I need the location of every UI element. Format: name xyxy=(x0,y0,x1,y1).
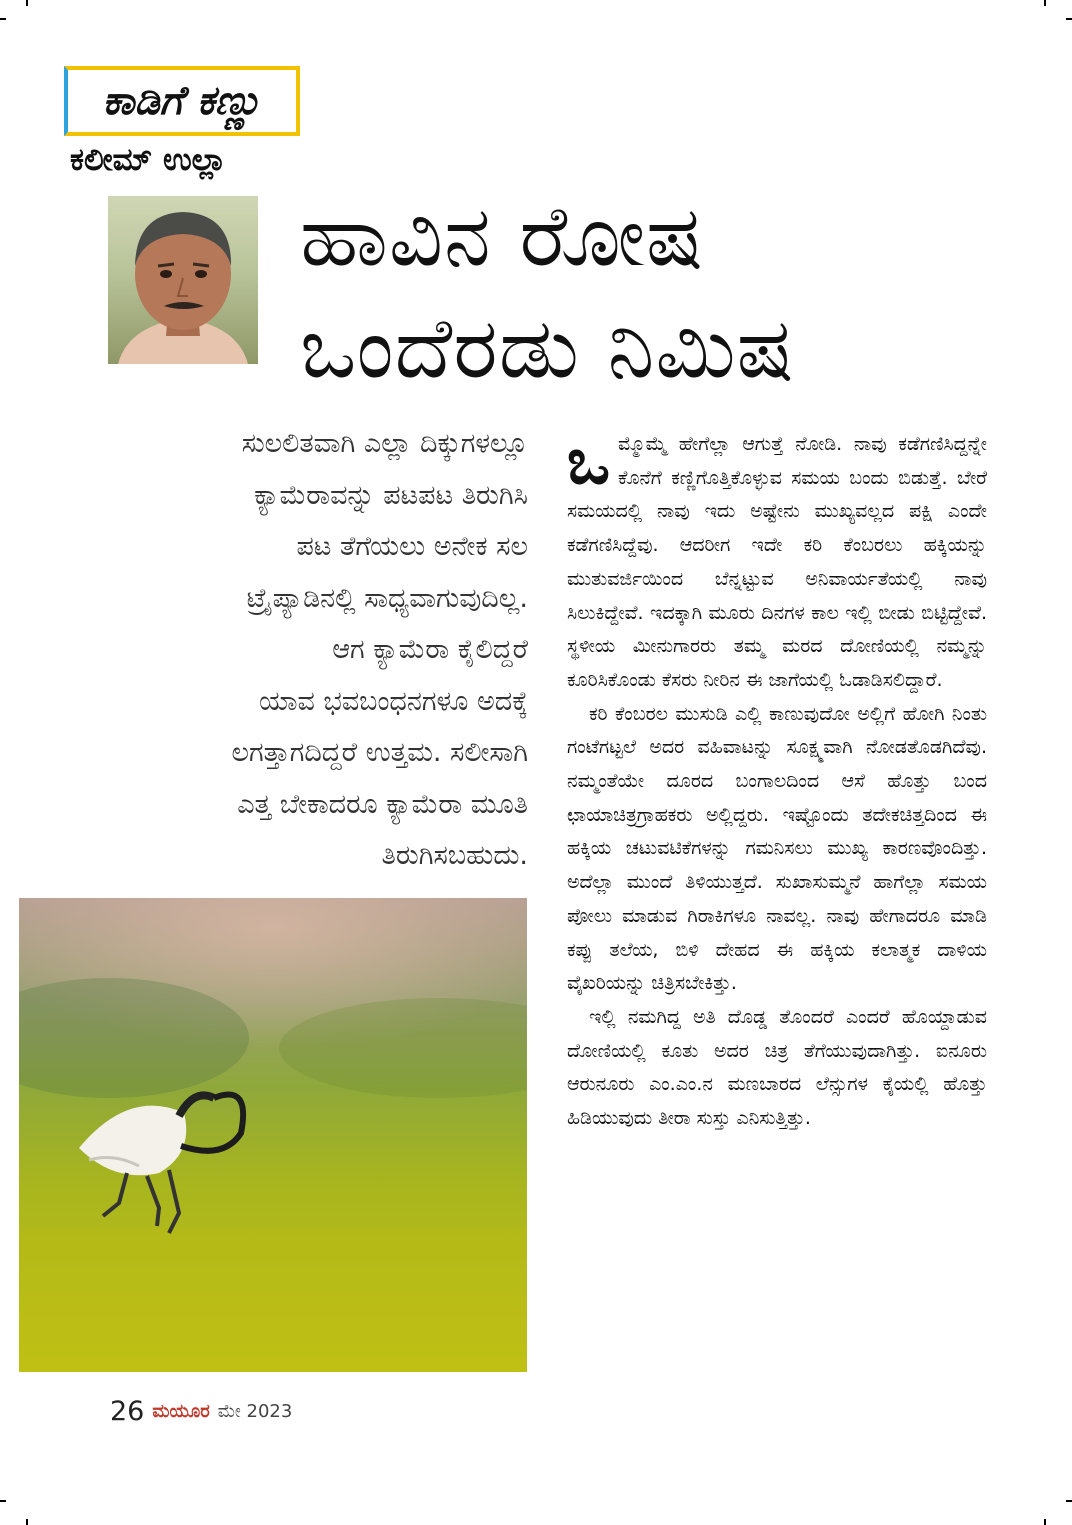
ibis-photo-illustration xyxy=(19,898,527,1372)
crop-mark xyxy=(1066,1500,1072,1502)
crop-mark xyxy=(26,1519,28,1525)
pull-quote-line: ಕ್ಯಾಮೆರಾವನ್ನು ಪಟಪಟ ತಿರುಗಿಸಿ xyxy=(254,479,528,511)
issue-date: ಮೇ 2023 xyxy=(217,1400,293,1422)
article-body xyxy=(567,425,987,1136)
headline xyxy=(300,180,1010,404)
page-number: 26 xyxy=(110,1395,145,1427)
crop-mark xyxy=(0,1500,6,1502)
column-title: ಕಾಡಿಗೆ ಕಣ್ಣು xyxy=(64,66,300,136)
page-footer xyxy=(110,1393,410,1429)
pull-quote-line: ತಿರುಗಿಸಬಹುದು. xyxy=(381,840,528,871)
magazine-logo: ಮಯೂರ xyxy=(152,1400,210,1422)
pull-quote-line: ಸುಲಲಿತವಾಗಿ ಎಲ್ಲಾ ದಿಕ್ಕುಗಳಲ್ಲೂ xyxy=(241,428,528,459)
pull-quote-line: ಟ್ರೈಪ್ಯಾಡಿನಲ್ಲಿ ಸಾಧ್ಯವಾಗುವುದಿಲ್ಲ. xyxy=(246,582,528,614)
bird-photo xyxy=(19,898,527,1372)
pull-quote-line: ಎತ್ತ ಬೇಕಾದರೂ ಕ್ಯಾಮೆರಾ ಮೂತಿ xyxy=(237,788,528,820)
portrait-illustration xyxy=(108,196,258,364)
pull-quote-line: ಲಗತ್ತಾಗದಿದ್ದರೆ ಉತ್ತಮ. ಸಲೀಸಾಗಿ xyxy=(231,737,528,768)
headline-line-2: ಒಂದೆರಡು ನಿಮಿಷ xyxy=(300,299,795,397)
crop-mark xyxy=(1044,1519,1046,1525)
author-portrait xyxy=(108,196,258,364)
paragraph: ಕರಿ ಕೆಂಬರಲ ಮುಸುಡಿ ಎಲ್ಲಿ ಕಾಣುವುದೋ ಅಲ್ಲಿಗೆ ಹೋಗಿ ನಿಂತು ಗಂಟೆಗಟ್ಟಲೆ ಅದರ ವಹಿವಾಟನ್ನು ಸೂಕ್ಷ್ಮವಾಗಿ ನೋಡತೊಡಗಿದೆವು. ನಮ್ಮಂತೆಯೇ ದೂರದ ಬಂಗಾಲದಿಂದ ಆಸೆ ಹೊತ್ತು ಬಂದ ಛಾಯಾಚಿತ್ರಗ್ರಾಹಕರು ಅಲ್ಲಿದ್ದರು. ಇಷ್ಟೊಂದು ತದೇಕಚಿತ್ತದಿಂದ ಈ ಹಕ್ಕಿಯ ಚಟುವಟಿಕೆಗಳನ್ನು ಗಮನಿಸಲು ಮುಖ್ಯ ಕಾರಣವೊಂದಿತ್ತು. ಅದೆಲ್ಲಾ ಮುಂದೆ ತಿಳಿಯುತ್ತದೆ. ಸುಖಾಸುಮ್ಮನೆ ಹಾಗೆಲ್ಲಾ ಸಮಯ ಪೋಲು ಮಾಡುವ ಗಿರಾಕಿಗಳೂ ನಾವಲ್ಲ. ನಾವು ಹೇಗಾದರೂ ಮಾಡಿ ಕಪ್ಪು ತಲೆಯ, ಬಿಳಿ ದೇಹದ ಈ ಹಕ್ಕಿಯ ಕಲಾತ್ಮಕ ದಾಳಿಯ ವೈಖರಿಯನ್ನು ಚಿತ್ರಿಸಬೇಕಿತ್ತು. xyxy=(567,702,987,995)
paragraph xyxy=(567,425,987,698)
crop-mark xyxy=(0,18,6,20)
pull-quote-line: ಯಾವ ಭವಬಂಧನಗಳೂ ಅದಕ್ಕೆ xyxy=(259,685,528,717)
pull-quote-line: ಆಗ ಕ್ಯಾಮೆರಾ ಕೈಲಿದ್ದರೆ xyxy=(332,634,528,665)
crop-mark xyxy=(1044,0,1046,6)
headline-line-1: ಹಾವಿನ ರೋಷ xyxy=(300,187,705,285)
paragraph-text: ಮ್ಮೊಮ್ಮೆ ಹೇಗೆಲ್ಲಾ ಆಗುತ್ತೆ ನೋಡಿ. ನಾವು ಕಡೆಗಣಿಸಿದ್ದನ್ನೇ ಕೊನೆಗೆ ಕಣ್ಣಿಗೊತ್ತಿಕೊಳ್ಳುವ ಸಮಯ ಬಂದು ಬಿಡುತ್ತೆ. ಬೇರೆ ಸಮಯದಲ್ಲಿ ನಾವು ಇದು ಅಷ್ಟೇನು ಮುಖ್ಯವಲ್ಲದ ಪಕ್ಷಿ ಎಂದೇ ಕಡೆಗಣಿಸಿದ್ದೆವು. ಆದರೀಗ ಇದೇ ಕರಿ ಕೆಂಬರಲು ಹಕ್ಕಿಯನ್ನು ಮುತುವರ್ಜಿಯಿಂದ ಬೆನ್ನಟ್ಟುವ ಅನಿವಾರ್ಯತೆಯಲ್ಲಿ ನಾವು ಸಿಲುಕಿದ್ದೇವೆ. ಇದಕ್ಕಾಗಿ ಮೂರು ದಿನಗಳ ಕಾಲ ಇಲ್ಲಿ ಬೀಡು ಬಿಟ್ಟಿದ್ದೇವೆ. ಸ್ಥಳೀಯ ಮೀನುಗಾರರು ತಮ್ಮ ಮರದ ದೋಣಿಯಲ್ಲಿ ನಮ್ಮನ್ನು ಕೂರಿಸಿಕೊಂಡು ಕೆಸರು ನೀರಿನ ಈ ಜಾಗೆಯಲ್ಲಿ ಓಡಾಡಿಸಲಿದ್ದಾರೆ. xyxy=(567,433,987,691)
paragraph: ಇಲ್ಲಿ ನಮಗಿದ್ದ ಅತಿ ದೊಡ್ಡ ತೊಂದರೆ ಎಂದರೆ ಹೊಯ್ದಾಡುವ ದೋಣಿಯಲ್ಲಿ ಕೂತು ಅದರ ಚಿತ್ರ ತೆಗೆಯುವುದಾಗಿತ್ತು. ಐನೂರು ಆರುನೂರು ಎಂ.ಎಂ.ನ ಮಣಬಾರದ ಲೆನ್ಸುಗಳ ಕೈಯಲ್ಲಿ ಹೊತ್ತು ಹಿಡಿಯುವುದು ತೀರಾ ಸುಸ್ತು ಎನಿಸುತ್ತಿತ್ತು. xyxy=(567,1005,987,1130)
pull-quote xyxy=(100,418,528,882)
drop-cap: ಒ xyxy=(567,425,611,499)
crop-mark xyxy=(26,0,28,6)
author-name: ಕಲೀಮ್ ಉಲ್ಲಾ xyxy=(70,142,227,178)
pull-quote-line: ಪಟ ತೆಗೆಯಲು ಅನೇಕ ಸಲ xyxy=(296,531,528,562)
crop-mark xyxy=(1066,18,1072,20)
